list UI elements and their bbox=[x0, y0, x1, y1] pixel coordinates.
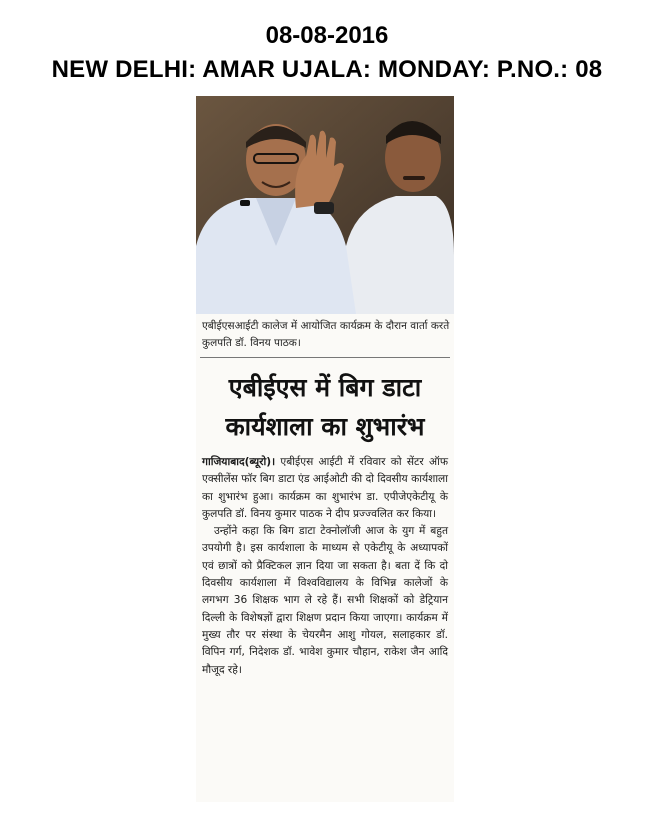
headline-line-1: एबीईएस में बिग डाटा bbox=[228, 373, 422, 402]
dateline: गाजियाबाद(ब्यूरो)। bbox=[202, 456, 276, 468]
clipping-date: 08-08-2016 bbox=[265, 22, 389, 49]
news-clipping bbox=[196, 96, 454, 802]
paragraph-1-text: एबीईएस आईटी में रविवार को सेंटर ऑफ एक्सीलेंस फॉर बिग डाटा एंड आईओटी की दो दिवसीय कार्यशाला का शुभारंभ हुआ। कार्यक्रम का शुभारंभ डा. एपीजेएकेटीयू के कुलपति डॉ. विनय कुमार पाठक ने दीप प्रज्ज्वलित कर किया। bbox=[202, 456, 448, 520]
publication-line: NEW DELHI: AMAR UJALA: MONDAY: P.NO.: 08 bbox=[51, 56, 603, 83]
paragraph-2: उन्होंने कहा कि बिग डाटा टेक्नोलॉजी आज के युग में बहुत उपयोगी है। इस कार्यशाला के माध्यम से एकेटीयू के अध्यापकों एवं छात्रों को प्रैक्टिकल ज्ञान दिया जा सकता है। बता दें कि दो दिवसीय कार्यशाला में विश्वविद्यालय के विभिन्न कालेजों के लगभग 36 शिक्षक भाग ले रहे हैं। सभी शिक्षकों को डेट्रियान दिल्ली के विशेषज्ञों द्वारा शिक्षण प्रदान किया जाएगा। कार्यक्रम में मुख्य तौर पर संस्था के चेयरमैन आशु गोयल, सलाहकार डॉ. विपिन गर्ग, निदेशक डॉ. भावेश कुमार चौहान, राकेश जैन आदि मौजूद रहे। bbox=[202, 525, 448, 676]
article-headline bbox=[196, 368, 454, 446]
photo-caption: एबीईएसआईटी कालेज में आयोजित कार्यक्रम के दौरान वार्ता करते कुलपति डॉ. विनय पाठक। bbox=[202, 320, 450, 349]
headline-line-2: कार्यशाला का शुभारंभ bbox=[225, 412, 425, 441]
article-body bbox=[202, 454, 448, 679]
paragraph-1 bbox=[202, 454, 448, 523]
caption-divider bbox=[200, 357, 450, 358]
article-photo bbox=[196, 96, 454, 314]
